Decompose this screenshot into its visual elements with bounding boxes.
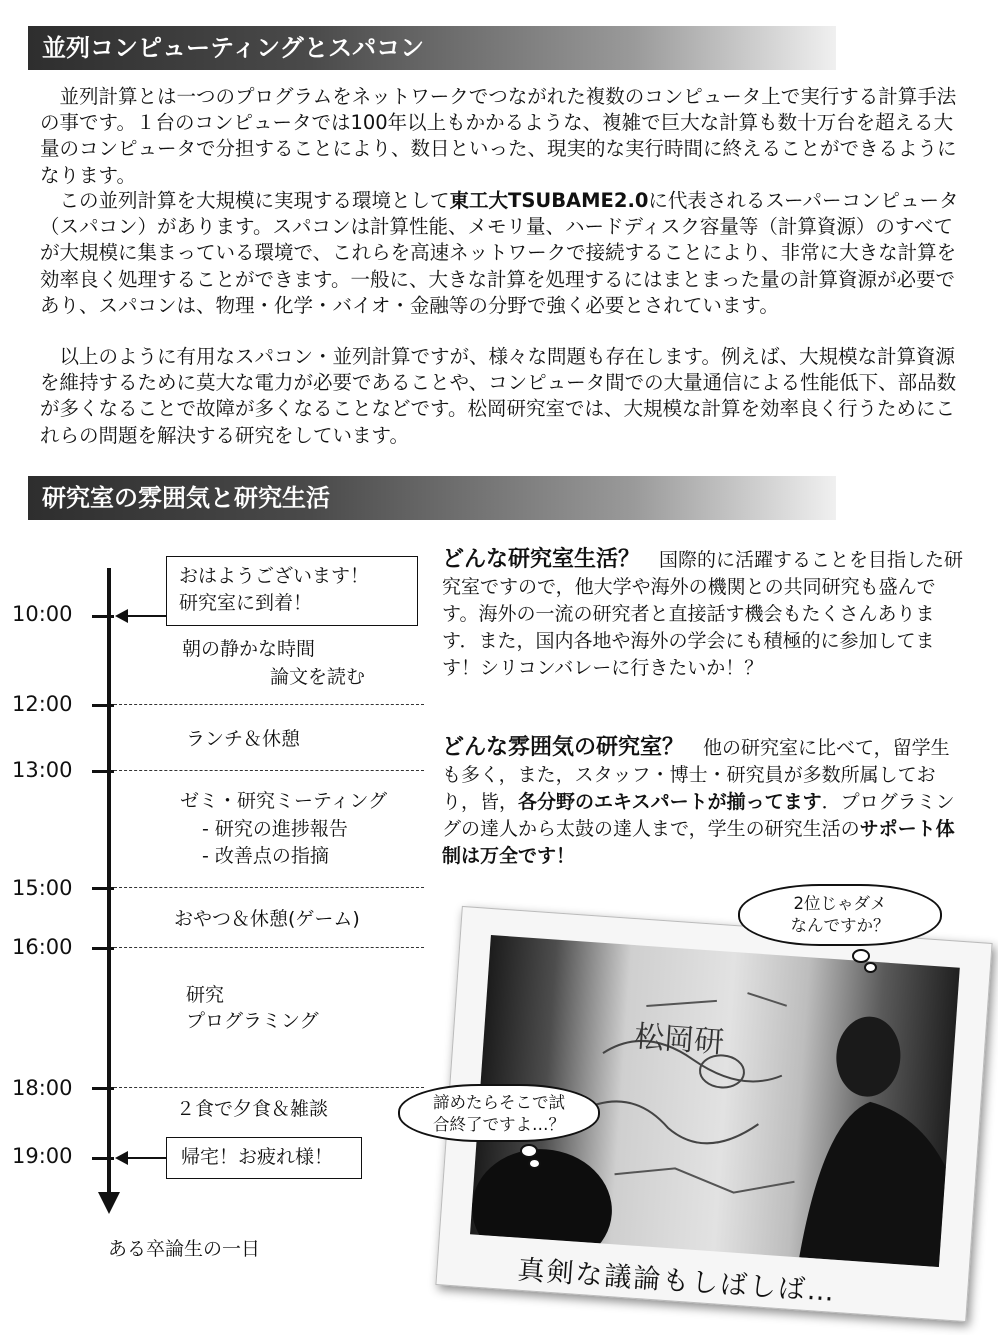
bubble-line: 合終了ですよ…？	[433, 1115, 565, 1134]
lab-atmosphere-question: どんな雰囲気の研究室？	[442, 735, 685, 760]
support-highlight: サポート体制は万全です！	[442, 818, 955, 867]
time-tick	[92, 887, 114, 890]
activity-programming: プログラミング	[186, 1010, 319, 1032]
section-heading-lab-life: 研究室の雰囲気と研究生活	[28, 476, 836, 520]
speech-bubble-left	[398, 1084, 600, 1142]
section-heading-parallel: 並列コンピューティングとスパコン	[28, 26, 836, 70]
arrival-line: 研究室に到着！	[179, 592, 313, 614]
timeline-arrow-icon	[98, 1192, 120, 1214]
thought-dot-icon	[520, 1144, 538, 1158]
paragraph-problems: 以上のように有用なスパコン・並列計算ですが、様々な問題も存在します。例えば、大規模な計算資源を維持するために莫大な電力が必要であることや、コンピュータ間での大量通信による性能低下、部品数が多くなることで故障が多くなることなどです。松岡研究室では、大規模な計算を効率良く行うためにこれらの問題を解決する研究をしています。	[40, 345, 957, 447]
arrival-arrow-line	[124, 615, 166, 617]
time-tick	[92, 1157, 114, 1160]
lab-life-description	[442, 546, 968, 682]
paragraph-supercomputer-b: に代表されるスーパーコンピュータ（スパコン）があります。スパコンは計算性能、メモリ量、ハードディスク容量等（計算資源）のすべてが大規模に集まっている環境で、これらを高速ネットワークで接続することにより、非常に大きな計算を効率良く処理することができます。一般に、大きな計算を処理するにはまとまった量の計算資源が必要であり、スパコンは、物理・化学・バイオ・金融等の分野で強く必要とされています。	[40, 189, 959, 317]
time-tick	[92, 947, 114, 950]
bubble-line: なんですか？	[790, 916, 890, 935]
thought-dot-icon	[864, 962, 877, 973]
home-arrow-line	[124, 1157, 166, 1159]
lab-life-answer: 国際的に活躍することを目指した研究室ですので，他大学や海外の機関との共同研究も盛んです。海外の一流の研究者と直接話す機会もたくさんあります．また，国内各地や海外の学会にも積極的に参加してます！シリコンバレーに行きたいか！？	[442, 549, 964, 679]
time-label: 13:00	[12, 758, 73, 782]
timeline-caption: ある卒論生の一日	[108, 1238, 261, 1260]
time-label: 19:00	[12, 1144, 73, 1168]
activity-morning: 朝の静かな時間	[182, 638, 316, 660]
whiteboard-text: 松岡研	[632, 1019, 726, 1061]
time-tick	[92, 770, 114, 773]
activity-snack: おやつ＆休憩(ゲーム)	[174, 908, 360, 930]
activity-research: 研究	[186, 984, 225, 1006]
lab-atmosphere-answer-a: 他の研究室に比べて，留学生も多く，また，スタッフ・博士・研究員が多数所属しており，皆，	[442, 737, 950, 813]
arrival-box	[166, 556, 418, 626]
time-label: 10:00	[12, 602, 73, 626]
time-tick	[92, 704, 114, 707]
thought-dot-icon	[852, 949, 870, 963]
paragraph-parallel-computing: 並列計算とは一つのプログラムをネットワークでつながれた複数のコンピュータ上で実行する計算手法の事です。１台のコンピュータでは100年以上もかかるような、複雑で巨大な計算も数十万台を超える大量のコンピュータで分担することにより、数日といった、現実的な実行時間に終えることができるようになります。	[40, 85, 957, 187]
time-divider	[114, 887, 424, 888]
lab-atmosphere-answer-b: ．プログラミングの達人から太鼓の達人まで，学生の研究生活の	[442, 791, 955, 840]
experts-highlight: 各分野のエキスパートが揃ってます	[518, 791, 822, 813]
time-tick	[92, 615, 114, 618]
time-divider	[114, 947, 424, 948]
lab-life-question: どんな研究室生活？	[442, 547, 641, 572]
time-label: 15:00	[12, 876, 73, 900]
time-divider	[114, 1087, 424, 1088]
timeline-axis	[107, 568, 111, 1198]
paragraph-supercomputer	[40, 188, 960, 319]
time-label: 16:00	[12, 935, 73, 959]
lab-atmosphere-description	[442, 734, 968, 870]
arrow-left-icon	[115, 609, 128, 623]
arrow-left-icon	[115, 1151, 128, 1165]
time-tick	[92, 1087, 114, 1090]
photo-caption: 真剣な議論もしばしば…	[516, 1254, 837, 1308]
thought-dot-icon	[528, 1158, 541, 1169]
time-label: 12:00	[12, 692, 73, 716]
time-label: 18:00	[12, 1076, 73, 1100]
activity-seminar: ゼミ・研究ミーティング	[180, 790, 388, 812]
activity-lunch: ランチ＆休憩	[186, 728, 301, 750]
home-box: 帰宅！お疲れ様！	[166, 1137, 362, 1179]
tsubame-highlight: 東工大TSUBAME2.0	[449, 189, 649, 212]
paragraph-supercomputer-a: この並列計算を大規模に実現する環境として	[59, 189, 450, 212]
activity-morning-reading: 論文を読む	[270, 666, 366, 688]
time-divider	[114, 770, 424, 771]
time-divider	[114, 704, 424, 705]
speech-bubble-top	[738, 884, 942, 946]
activity-seminar-feedback: - 改善点の指摘	[202, 845, 329, 867]
arrival-line: おはようございます！	[179, 565, 370, 587]
activity-dinner: ２食で夕食＆雑談	[176, 1098, 329, 1120]
bubble-line: 2位じゃダメ	[793, 894, 887, 913]
bubble-line: 諦めたらそこで試	[433, 1093, 565, 1112]
activity-seminar-progress: - 研究の進捗報告	[202, 818, 348, 840]
